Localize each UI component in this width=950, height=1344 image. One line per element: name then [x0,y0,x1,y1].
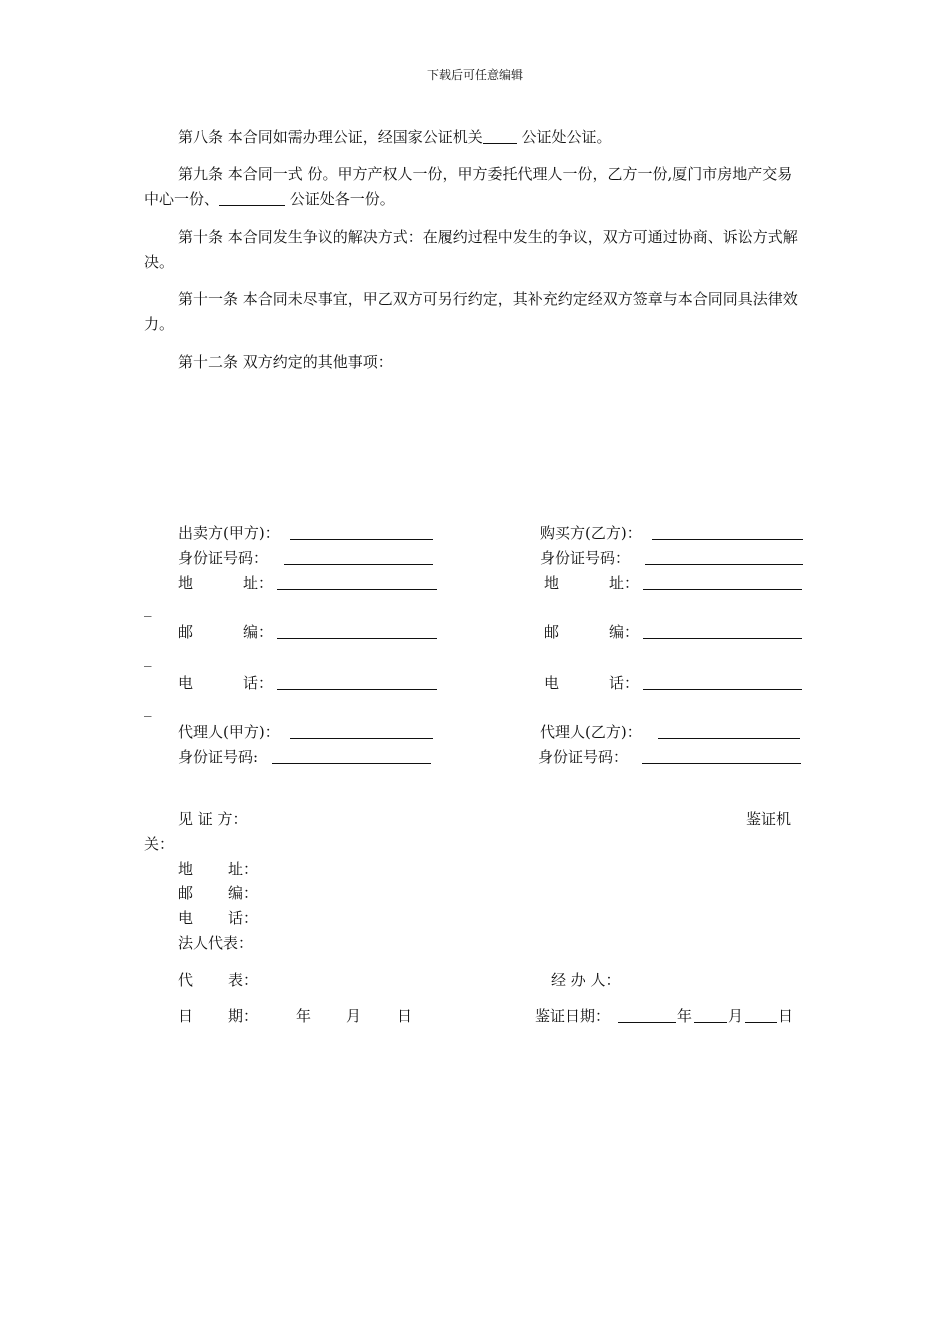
seller-phone-label-1: 电 [178,674,194,692]
verify-day-field[interactable] [745,1006,777,1023]
seller-agent-label: 代理人(甲方)： [178,723,280,741]
notary-blank[interactable] [483,127,517,144]
date-label-2: 期： [228,1007,259,1025]
handler-label: 经 办 人： [551,971,621,989]
buyer-field[interactable] [652,523,803,540]
buyer-address-field[interactable] [643,573,802,590]
date-month: 月 [346,1007,362,1025]
buyer-phone-field[interactable] [643,673,802,690]
seller-label: 出卖方(甲方)： [178,524,280,542]
verify-month-label: 月 [728,1007,744,1025]
representative-label-1: 代 [178,971,194,989]
buyer-address-label-2: 址： [609,574,640,592]
representative-label-2: 表： [228,971,259,989]
buyer-phone-label-1: 电 [544,674,560,692]
page-header: 下载后可任意编辑 [426,68,523,82]
buyer-address-label-1: 地 [544,574,560,592]
verify-day-label: 日 [778,1007,794,1025]
buyer-zip-label-2: 编： [609,623,640,641]
notary-office-blank[interactable] [219,189,285,206]
legal-representative-label: 法人代表： [178,934,254,952]
article-8 [144,125,804,150]
article-10: 第十条 本合同发生争议的解决方式：在履约过程中发生的争议，双方可通过协商、诉讼方式解决。 [144,228,798,271]
wrap-dash: _ [144,599,152,617]
date-day: 日 [397,1007,413,1025]
buyer-phone-label-2: 话： [609,674,640,692]
date-year: 年 [296,1007,312,1025]
seller-id-field[interactable] [284,548,433,565]
seller-id-label: 身份证号码： [178,549,269,567]
seller-zip-field[interactable] [277,622,437,639]
seller-phone-field[interactable] [277,673,437,690]
article-8-text-end: 公证处公证。 [516,128,612,146]
witness-address-label-2: 址： [228,860,259,878]
seller-agent-field[interactable] [290,722,433,739]
buyer-agent-field[interactable] [658,722,800,739]
article-9-text-end: 公证处各一份。 [285,190,395,208]
verify-authority-label: 鉴证机 [746,810,792,828]
seller-agent-id-field[interactable] [272,747,431,764]
witness-address-label-1: 地 [178,860,194,878]
seller-phone-label-2: 话： [243,674,274,692]
wrap-dash: _ [144,649,152,667]
verify-month-field[interactable] [694,1006,727,1023]
seller-field[interactable] [290,523,433,540]
buyer-zip-label-1: 邮 [544,623,560,641]
witness-phone-label-2: 话： [228,909,259,927]
wrap-dash: _ [144,699,152,717]
seller-address-field[interactable] [277,573,437,590]
seller-zip-label-1: 邮 [178,623,194,641]
seller-address-label-1: 地 [178,574,194,592]
verify-authority-label-end: 关： [144,835,175,853]
buyer-id-label: 身份证号码： [540,549,631,567]
article-11: 第十一条 本合同未尽事宜，甲乙双方可另行约定，其补充约定经双方签章与本合同同具法律效力。 [144,290,798,333]
witness-zip-label-2: 编： [228,884,259,902]
witness-label: 见 证 方： [178,810,248,828]
buyer-id-field[interactable] [645,548,803,565]
witness-zip-label-1: 邮 [178,884,194,902]
buyer-agent-label: 代理人(乙方)： [540,723,642,741]
article-9-text: 第九条 本合同一式 份。甲方产权人一份，甲方委托代理人一份，乙方一份,厦门市房地产交易中心一份、 [144,165,793,208]
article-8-text: 第八条 本合同如需办理公证，经国家公证机关 [178,128,483,146]
date-label-1: 日 [178,1007,194,1025]
seller-zip-label-2: 编： [243,623,274,641]
article-9 [144,162,804,212]
verify-year-label: 年 [677,1007,693,1025]
buyer-agent-id-field[interactable] [642,747,801,764]
buyer-zip-field[interactable] [643,622,802,639]
buyer-agent-id-label: 身份证号码： [538,748,629,766]
verify-year-field[interactable] [618,1006,676,1023]
seller-agent-id-label: 身份证号码: [178,748,259,766]
article-12: 第十二条 双方约定的其他事项： [178,353,393,371]
witness-phone-label-1: 电 [178,909,194,927]
seller-address-label-2: 址： [243,574,274,592]
verify-date-label: 鉴证日期： [535,1007,611,1025]
buyer-label: 购买方(乙方)： [540,524,642,542]
